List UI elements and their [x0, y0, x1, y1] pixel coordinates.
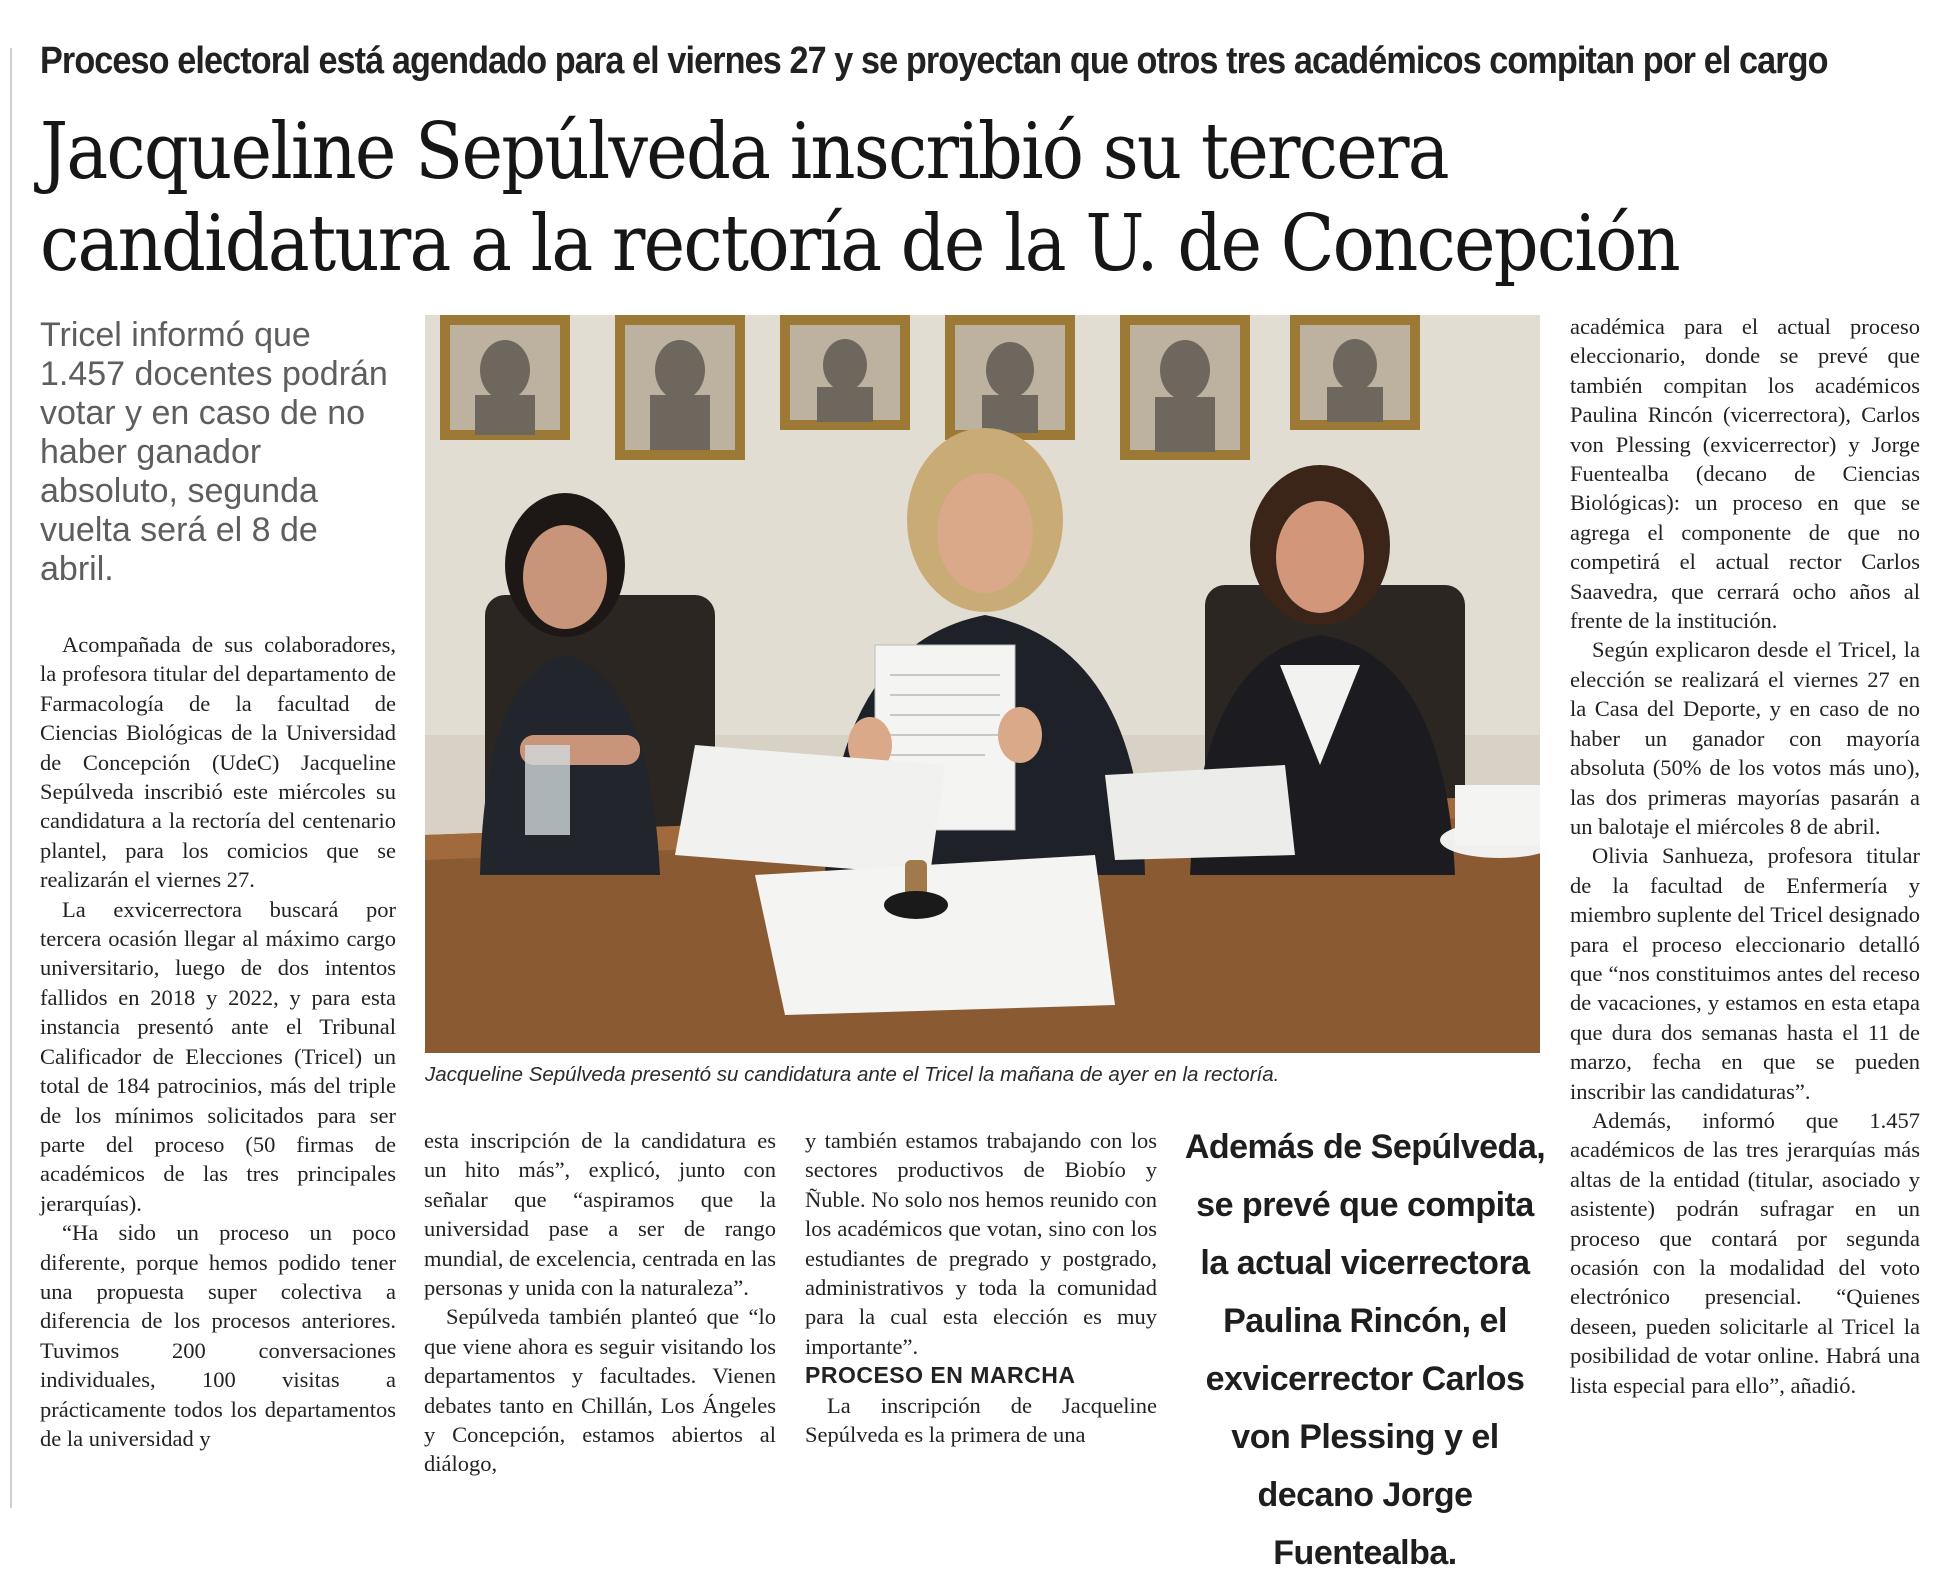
headline-line-2: candidatura a la rectoría de la U. de Concepción [40, 199, 1679, 289]
paragraph: Además, informó que 1.457 académicos de las tres jerarquías más altas de la entidad (titular, asociado y asistente) podrán sufragar en un proceso que contará por segunda ocasión con la modalidad del voto electrónico presencial. “Quienes deseen, pueden solicitarle al Tricel la posibilidad de votar online. Habrá una lista especial para ello”, añadió. [1570, 1107, 1920, 1398]
paragraph: y también estamos trabajando con los sectores productivos de Biobío y Ñuble. No solo nos hemos reunido con los académicos que votan, sino con los estudiantes de pregrado y postgrado, administrativos y toda la comunidad para la cual esta elección es muy importante”. [805, 1128, 1157, 1359]
photo-caption: Jacqueline Sepúlveda presentó su candidatura ante el Tricel la mañana de ayer en la rectoría. [425, 1063, 1280, 1086]
article-kicker: Proceso electoral está agendado para el viernes 27 y se proyectan que otros tres académicos compitan por el cargo [40, 40, 1828, 82]
paragraph: esta inscripción de la candidatura es un hito más”, explicó, junto con señalar que “aspiramos que la universidad pase a ser de rango mundial, de excelencia, centrada en las personas y unida con la naturaleza”. [424, 1128, 776, 1301]
section-subhead: PROCESO EN MARCHA [805, 1362, 1076, 1389]
paragraph: La exvicerrectora buscará por tercera ocasión llegar al máximo cargo universitario, luego de dos intentos fallidos en 2018 y 2022, y para esta instancia presentó ante el Tribunal Calificador de Elecciones (Tricel) un total de 184 patrocinios, más del triple de los mínimos solicitados para ser parte del proceso (50 firmas de académicos de las tres principales jerarquías). [40, 896, 396, 1216]
article-photo [425, 315, 1540, 1053]
paragraph: académica para el actual proceso eleccionario, donde se prevé que también compitan los académicos Paulina Rincón (vicerrectora), Carlos von Plessing (exvicerrector) y Jorge Fuentealba (decano de Ciencias Biológicas): un proceso en que se agrega el componente de que no competirá el actual rector Carlos Saavedra, que cerrará ocho años al frente de la institución. [1570, 314, 1920, 634]
page-margin-rule [10, 48, 12, 1508]
paragraph: “Ha sido un proceso un poco diferente, porque hemos podido tener una propuesta super colectiva a diferencia de los procesos anteriores. Tuvimos 200 conversaciones individuales, 100 visitas a prácticamente todos los departamentos de la universidad y [40, 1220, 396, 1451]
body-column-1 [40, 630, 396, 1453]
paragraph: Acompañada de sus colaboradores, la profesora titular del departamento de Farmacología de la facultad de Ciencias Biológicas de la Universidad de Concepción (UdeC) Jacqueline Sepúlveda inscribió este miércoles su candidatura a la rectoría del centenario plantel, para los comicios que se realizarán el viernes 27. [40, 632, 396, 893]
headline-line-1: Jacqueline Sepúlveda inscribió su tercera [40, 107, 1448, 197]
paragraph: Olivia Sanhueza, profesora titular de la facultad de Enfermería y miembro suplente del Tricel designado para el proceso eleccionario detalló que “nos constituimos antes del receso de vacaciones, y estamos en esta etapa que dura dos semanas hasta el 11 de marzo, fecha en que se pueden inscribir las candidaturas”. [1570, 843, 1920, 1104]
pull-quote: Además de Sepúlveda, se prevé que compita la actual vicerrectora Paulina Rincón, el exvicerrector Carlos von Plessing y el decano Jorge Fuentealba. [1184, 1128, 1546, 1572]
photo-illustration [425, 315, 1540, 1053]
article-lead: Tricel informó que 1.457 docentes podrán votar y en caso de no haber ganador absoluto, segunda vuelta será el 8 de abril. [40, 316, 388, 588]
body-column-5 [1570, 312, 1920, 1400]
paragraph: La inscripción de Jacqueline Sepúlveda es la primera de una [805, 1392, 1157, 1448]
paragraph: Según explicaron desde el Tricel, la elección se realizará el viernes 27 en la Casa del Deporte, y en caso de no haber un ganador con mayoría absoluta (50% de los votos más uno), las dos primeras mayorías pasarán a un balotaje el miércoles 8 de abril. [1570, 637, 1920, 839]
article-headline [40, 106, 1920, 290]
body-column-3 [805, 1126, 1157, 1449]
paragraph: Sepúlveda también planteó que “lo que viene ahora es seguir visitando los departamentos y facultades. Vienen debates tanto en Chillán, Los Ángeles y Concepción, estamos abiertos al diálogo, [424, 1304, 776, 1477]
body-column-2 [424, 1126, 776, 1479]
